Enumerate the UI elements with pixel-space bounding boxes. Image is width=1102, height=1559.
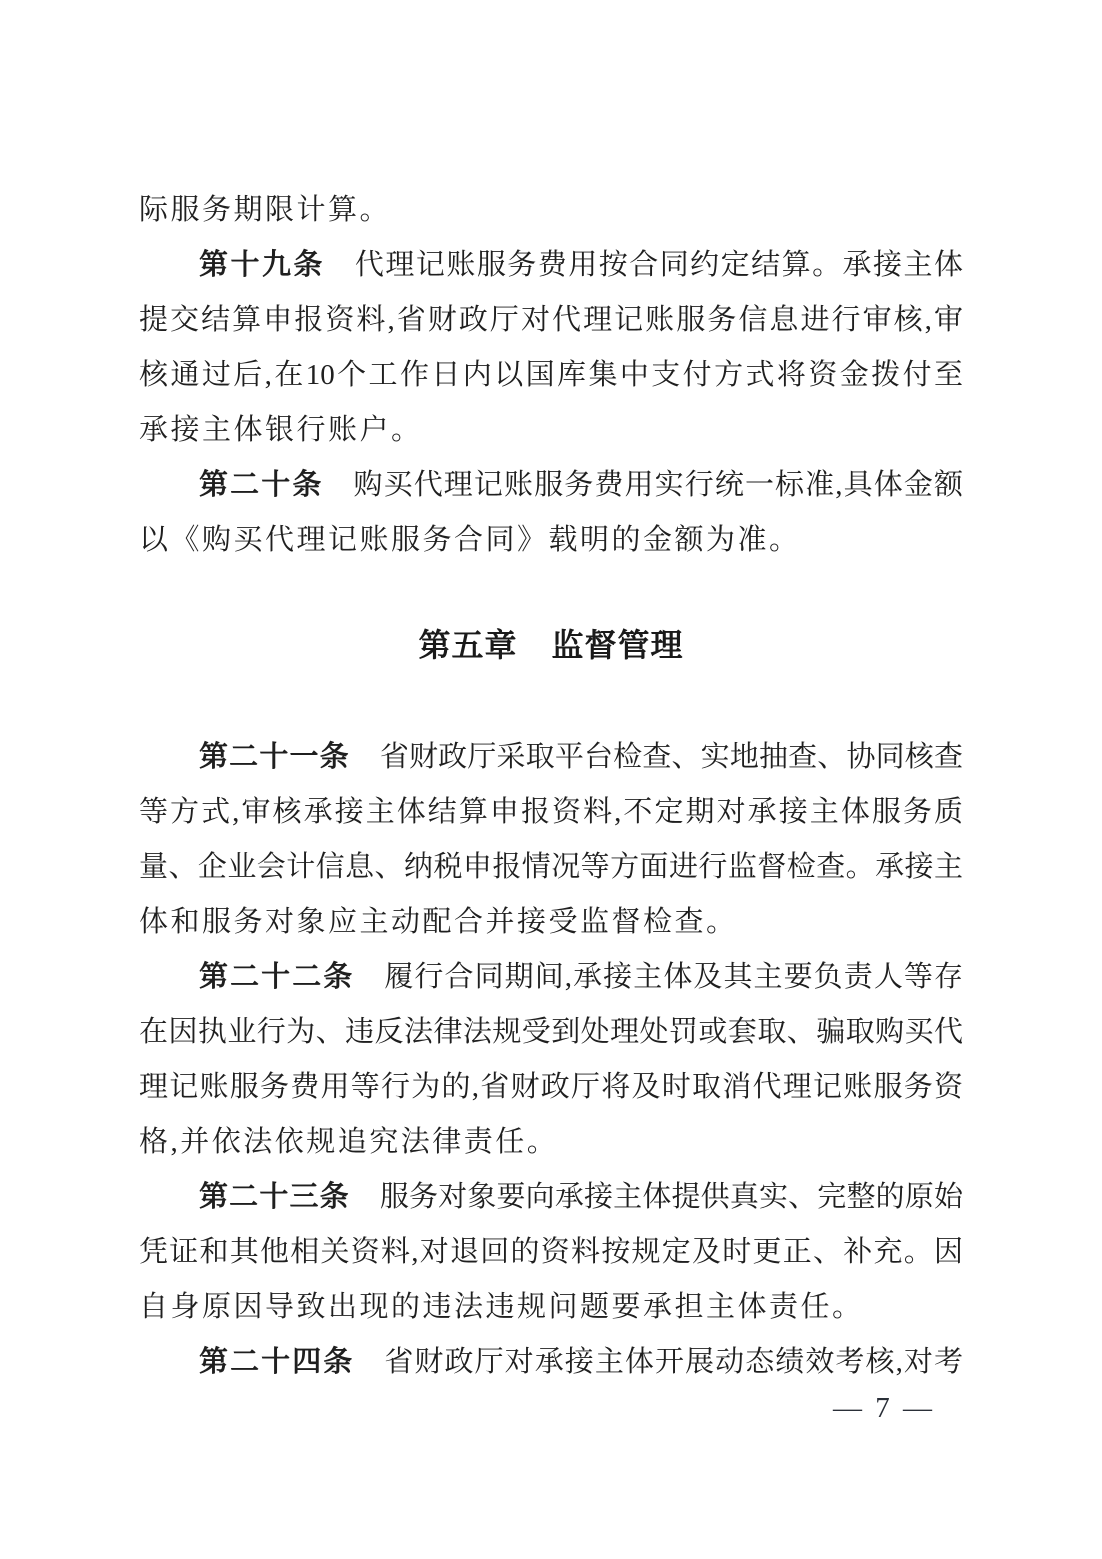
article-23-line-3: 自身原因导致出现的违法违规问题要承担主体责任。	[139, 1291, 864, 1323]
article-24-number: 第二十四条	[199, 1346, 355, 1378]
article-20-line-1	[139, 458, 963, 513]
article-21-number: 第二十一条	[199, 741, 350, 773]
article-23-line-2: 凭证和其他相关资料,对退回的资料按规定及时更正、补充。因	[139, 1236, 963, 1268]
article-22-line-1	[139, 950, 963, 1005]
article-22-line-3: 理记账服务费用等行为的,省财政厅将及时取消代理记账服务资	[139, 1071, 963, 1103]
article-21-line-3: 量、企业会计信息、纳税申报情况等方面进行监督检查。承接主	[139, 851, 963, 883]
article-24-line-1	[139, 1335, 963, 1390]
spacer	[139, 673, 963, 730]
text-block	[139, 183, 963, 1390]
article-24-text-1: 省财政厅对承接主体开展动态绩效考核,对考	[384, 1346, 963, 1378]
spacer	[139, 568, 963, 618]
article-19-number: 第十九条	[199, 249, 325, 281]
article-23-line-1	[139, 1170, 963, 1225]
article-19-text-1: 代理记账服务费用按合同约定结算。承接主体	[354, 249, 963, 281]
article-19-line-1	[139, 238, 963, 293]
chapter-number: 第五章	[418, 627, 518, 663]
chapter-heading	[139, 618, 963, 673]
article-21-text-1: 省财政厅采取平台检查、实地抽查、协同核查	[379, 741, 963, 773]
article-19-line-3: 核通过后,在10个工作日内以国库集中支付方式将资金拨付至	[139, 359, 963, 391]
article-23-text-1: 服务对象要向承接主体提供真实、完整的原始	[379, 1181, 963, 1213]
article-21-line-4: 体和服务对象应主动配合并接受监督检查。	[139, 906, 738, 938]
article-22-text-1: 履行合同期间,承接主体及其主要负责人等存	[384, 961, 963, 993]
article-20-text-1: 购买代理记账服务费用实行统一标准,具体金额	[353, 469, 963, 501]
article-19-line-2: 提交结算申报资料,省财政厅对代理记账服务信息进行审核,审	[139, 304, 963, 336]
article-22-line-4: 格,并依法依规追究法律责任。	[139, 1126, 559, 1158]
article-22-number: 第二十二条	[199, 961, 355, 993]
article-23-number: 第二十三条	[199, 1181, 350, 1213]
article-20-number: 第二十条	[199, 469, 324, 501]
carryover-line: 际服务期限计算。	[139, 194, 392, 226]
article-22-line-2: 在因执业行为、违反法律法规受到处理处罚或套取、骗取购买代	[139, 1016, 963, 1048]
article-21-line-1	[139, 730, 963, 785]
article-20-line-2: 以《购买代理记账服务合同》载明的金额为准。	[139, 524, 801, 556]
page-number: — 7 —	[833, 1392, 935, 1424]
article-19-line-4: 承接主体银行账户。	[139, 414, 423, 446]
chapter-title: 监督管理	[551, 627, 684, 663]
article-21-line-2: 等方式,审核承接主体结算申报资料,不定期对承接主体服务质	[139, 796, 963, 828]
